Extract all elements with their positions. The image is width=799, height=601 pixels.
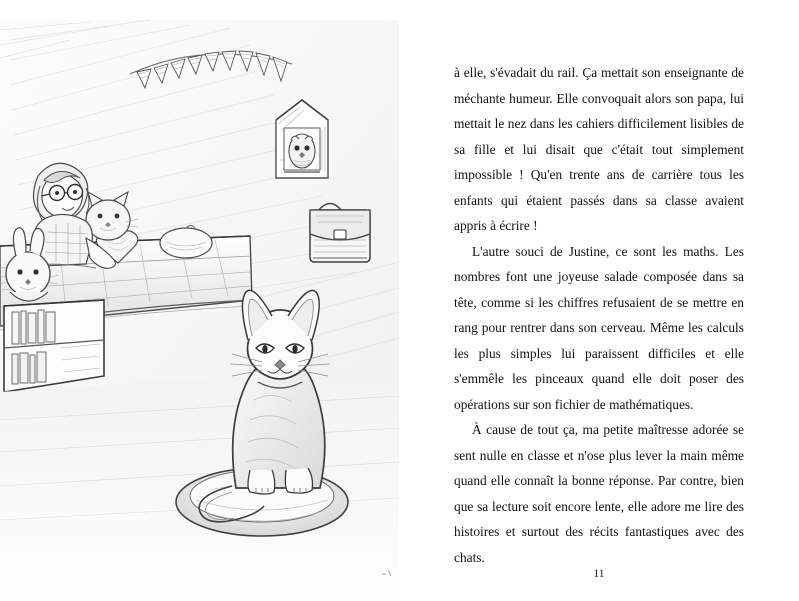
paragraph-1: à elle, s'évadait du rail. Ça mettait son enseignante de méchante humeur. Elle convoquait alors son papa, lui mettait le nez dans les cahiers difficilement lisibles de sa fille et lui disait que c'était tout simplement impossible ! Qu'en trente ans de carrière tous les enfants qui étaient passés dans sa classe avaient appris à écrire !: [454, 65, 744, 233]
bedroom-illustration: [0, 0, 399, 601]
left-page: [0, 0, 399, 601]
right-page: [399, 0, 799, 601]
paragraph-3: À cause de tout ça, ma petite maîtresse adorée se sent nulle en classe et n'ose plus lever la main même quand elle connaît la bonne réponse. Par contre, bien que sa lecture soit encore lente, elle adore me lire des histoires et surtout des récits fantastiques avec des chats.: [454, 422, 744, 565]
body-text: [454, 60, 744, 570]
page-number: 11: [593, 568, 605, 580]
paragraph-2: L'autre souci de Justine, ce sont les maths. Les nombres font une joyeuse salade composée dans sa tête, comme si les chiffres refusaient de se mettre en rang pour rentrer dans son cerveau. Même les calculs les plus simples lui paraissent difficiles et elle s'emmêle les pinceaux quand elle doit poser des opérations sur son fichier de mathématiques.: [454, 243, 744, 412]
owl-toy-in-house: [289, 134, 315, 168]
bookshelf: [4, 300, 104, 392]
satchel-bag: [310, 204, 370, 263]
